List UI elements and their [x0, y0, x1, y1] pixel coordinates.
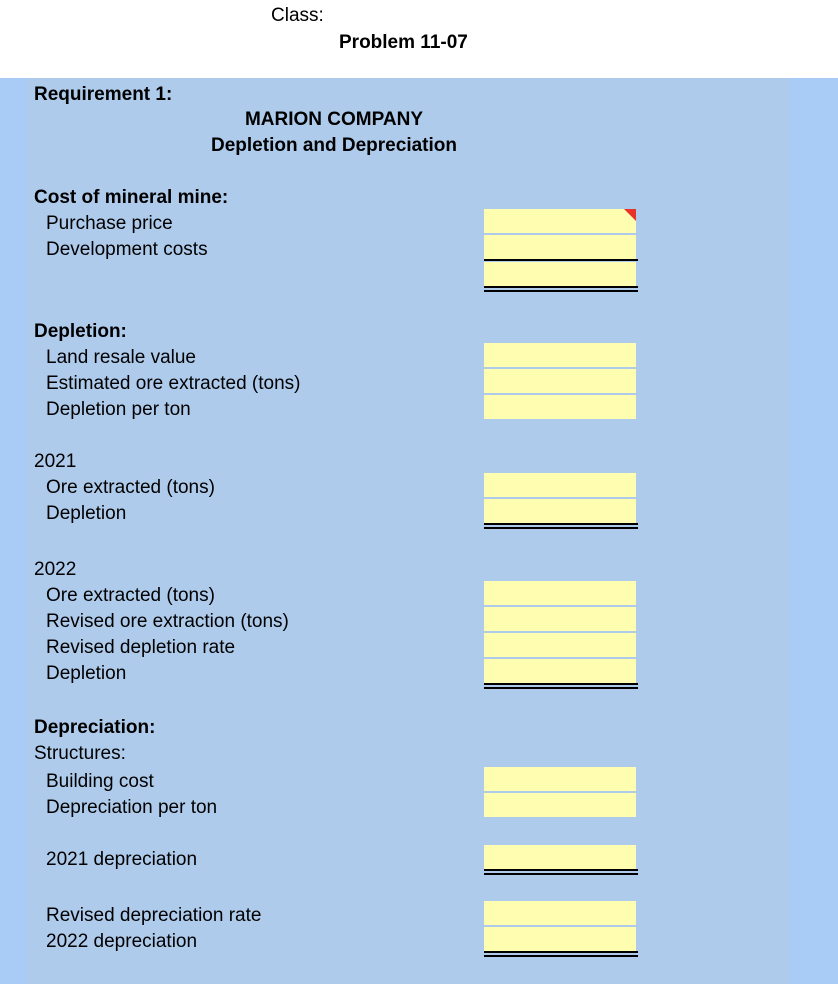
depletion-section-heading: Depletion:: [34, 321, 127, 342]
ore-extracted-2022-input[interactable]: [484, 581, 636, 605]
building-cost-label: Building cost: [46, 771, 154, 792]
depletion-2022-input[interactable]: [484, 659, 636, 683]
subtotal-rule: [484, 259, 638, 261]
development-costs-input[interactable]: [484, 235, 636, 259]
depreciation-2021-input[interactable]: [484, 845, 636, 869]
company-name: MARION COMPANY: [244, 109, 424, 130]
depletion-per-ton-input[interactable]: [484, 395, 636, 419]
depletion-2021-double-rule: [484, 523, 638, 529]
report-title: Depletion and Depreciation: [211, 135, 457, 156]
land-resale-value-label: Land resale value: [46, 347, 196, 368]
revised-depletion-rate-input[interactable]: [484, 633, 636, 657]
structures-label: Structures:: [34, 743, 126, 764]
revised-depletion-rate-label: Revised depletion rate: [46, 637, 236, 658]
depletion-2022-label: Depletion: [46, 663, 127, 684]
depreciation-2021-double-rule: [484, 869, 638, 875]
depletion-2021-label: Depletion: [46, 503, 127, 524]
depletion-2022-double-rule: [484, 683, 638, 689]
total-cost-double-rule: [484, 286, 638, 292]
estimated-ore-label: Estimated ore extracted (tons): [46, 373, 301, 394]
depreciation-2022-label: 2022 depreciation: [46, 931, 198, 952]
development-costs-label: Development costs: [46, 239, 208, 260]
year-2021-label: 2021: [34, 451, 77, 472]
ore-extracted-2021-input[interactable]: [484, 473, 636, 497]
depreciation-2021-label: 2021 depreciation: [46, 849, 198, 870]
building-cost-input[interactable]: [484, 767, 636, 791]
estimated-ore-input[interactable]: [484, 369, 636, 393]
total-cost-input[interactable]: [484, 262, 636, 286]
ore-extracted-2021-label: Ore extracted (tons): [46, 477, 215, 498]
requirement-label: Requirement 1:: [34, 84, 173, 105]
depreciation-section-heading: Depreciation:: [34, 717, 156, 738]
depletion-per-ton-label: Depletion per ton: [46, 399, 191, 420]
revised-ore-label: Revised ore extraction (tons): [46, 611, 289, 632]
revised-depreciation-rate-input[interactable]: [484, 901, 636, 925]
cost-section-heading: Cost of mineral mine:: [34, 187, 229, 208]
header-class-label: Class:: [271, 5, 324, 26]
depletion-2021-input[interactable]: [484, 499, 636, 523]
land-resale-value-input[interactable]: [484, 343, 636, 367]
purchase-price-input[interactable]: [484, 209, 636, 233]
year-2022-label: 2022: [34, 559, 77, 580]
depreciation-2022-double-rule: [484, 951, 638, 957]
ore-extracted-2022-label: Ore extracted (tons): [46, 585, 215, 606]
purchase-price-label: Purchase price: [46, 213, 173, 234]
revised-depreciation-rate-label: Revised depreciation rate: [46, 905, 262, 926]
revised-ore-input[interactable]: [484, 607, 636, 631]
depreciation-per-ton-label: Depreciation per ton: [46, 797, 218, 818]
depreciation-2022-input[interactable]: [484, 927, 636, 951]
problem-title: Problem 11-07: [339, 32, 468, 53]
depreciation-per-ton-input[interactable]: [484, 793, 636, 817]
